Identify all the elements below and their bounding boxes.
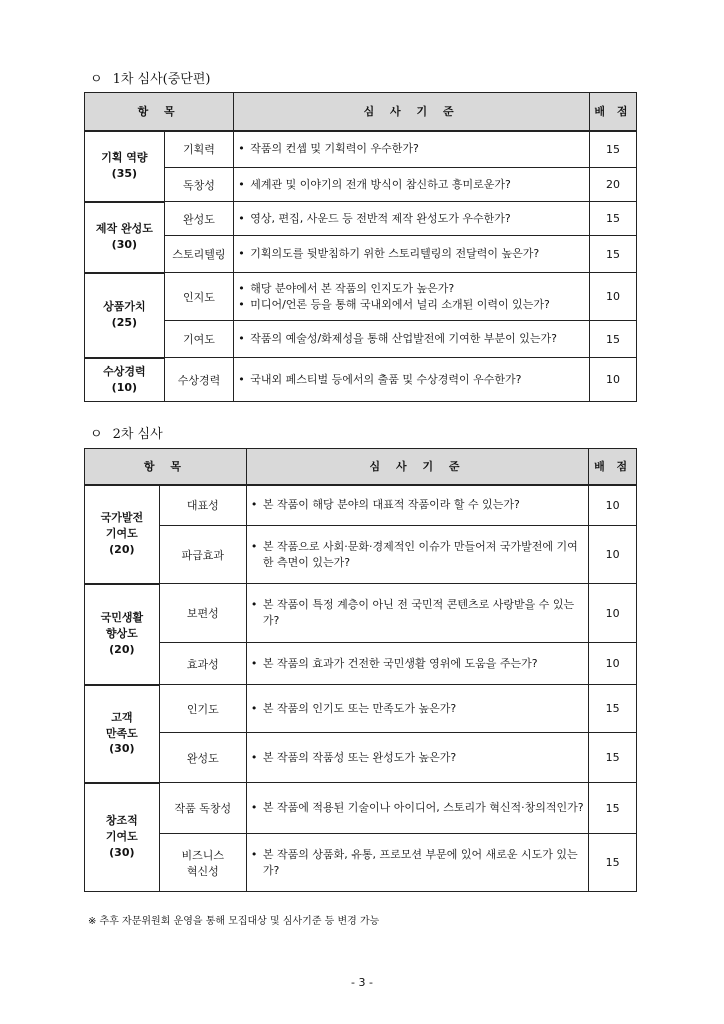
category-cell [85, 584, 160, 685]
criteria-row [85, 834, 637, 892]
category-name: 상품가치 [103, 300, 146, 314]
criteria-cell [246, 834, 588, 892]
criteria-text: 본 작품의 상품화, 유통, 프로모션 부문에 있어 새로운 시도가 있는가? [262, 847, 578, 877]
criteria-row [85, 321, 637, 358]
score-cell: 10 [589, 584, 637, 643]
sub-item-cell [159, 733, 246, 783]
sub-item-cell [164, 236, 234, 273]
criteria-item [251, 847, 584, 879]
section2-title-text: 2차 심사 [112, 427, 163, 442]
header-row [85, 449, 637, 485]
criteria-row [85, 358, 637, 402]
criteria-row [85, 131, 637, 168]
criteria-item [251, 656, 584, 672]
header-item: 항 목 [85, 449, 247, 485]
sub-item-label: 완성도 [186, 751, 219, 765]
section2-title [90, 423, 163, 442]
category-name: 기획 역량 [101, 151, 148, 165]
bullet-dot-icon: • [238, 297, 245, 311]
criteria-cell [246, 733, 588, 783]
sub-item-cell [164, 321, 234, 358]
category-cell [85, 685, 160, 783]
category-points: (25) [111, 316, 138, 329]
bullet-dot-icon: • [238, 247, 245, 261]
criteria-cell [234, 321, 590, 358]
score-cell: 10 [589, 526, 637, 584]
bullet-dot-icon: • [238, 372, 245, 386]
header-item: 항 목 [85, 93, 234, 131]
category-points: (35) [111, 167, 138, 180]
bullet-dot-icon: • [238, 177, 245, 191]
header-criteria: 심 사 기 준 [234, 93, 590, 131]
sub-item-cell [159, 783, 246, 834]
criteria-row [85, 168, 637, 202]
sub-item-cell [164, 273, 234, 321]
criteria-cell [234, 236, 590, 273]
bullet-dot-icon: • [250, 539, 258, 553]
criteria-item [251, 497, 584, 513]
criteria-item [238, 246, 585, 262]
score-cell: 10 [589, 643, 637, 685]
evaluation-table-1 [84, 92, 637, 402]
criteria-text: 미디어/언론 등을 통해 국내외에서 널리 소개된 이력이 있는가? [250, 297, 550, 311]
sub-item-label: 기획력 [183, 143, 215, 157]
criteria-item [238, 177, 585, 193]
criteria-item [251, 597, 584, 629]
score-cell: 10 [589, 358, 636, 402]
criteria-cell [234, 168, 590, 202]
evaluation-table-2 [84, 448, 637, 892]
header-criteria: 심 사 기 준 [246, 449, 588, 485]
criteria-cell [234, 358, 590, 402]
criteria-row [85, 202, 637, 236]
bullet-dot-icon: • [238, 142, 245, 156]
category-cell [85, 273, 165, 358]
bullet-dot-icon: • [250, 701, 258, 715]
score-cell: 10 [589, 273, 636, 321]
sub-item-label: 완성도 [183, 212, 215, 226]
criteria-row [85, 485, 637, 526]
bullet-dot-icon: • [250, 498, 258, 512]
sub-item-label: 스토리텔링 [172, 248, 226, 261]
category-name: 국가발전 [100, 511, 144, 525]
sub-item-cell [164, 358, 234, 402]
criteria-item [251, 750, 584, 766]
score-cell: 15 [589, 202, 636, 236]
bullet-dot-icon: • [250, 598, 258, 612]
criteria-text: 기획의도를 뒷받침하기 위한 스토리텔링의 전달력이 높은가? [250, 247, 540, 261]
sub-item-label: 대표성 [186, 499, 219, 513]
sub-item-label: 작품 독창성 [174, 802, 232, 815]
section1-title [90, 68, 210, 87]
criteria-cell [246, 783, 588, 834]
sub-item-label: 비즈니스 [181, 848, 225, 862]
bullet-dot-icon: • [250, 750, 258, 764]
criteria-item [251, 539, 584, 571]
category-name: 창조적 [105, 814, 138, 828]
criteria-cell [246, 485, 588, 526]
footnote: ※ 추후 자문위원회 운영을 통해 모집대상 및 심사기준 등 변경 가능 [88, 916, 380, 927]
criteria-cell [234, 202, 590, 236]
header-score: 배 점 [589, 449, 637, 485]
category-name: 만족도 [105, 726, 138, 740]
sub-item-cell [159, 584, 246, 643]
score-cell: 10 [589, 485, 637, 526]
category-cell [85, 131, 165, 202]
category-points: (30) [109, 742, 135, 756]
category-cell [85, 783, 160, 892]
score-cell: 15 [589, 321, 636, 358]
sub-item-label: 보편성 [186, 607, 219, 620]
category-name: 기여도 [105, 830, 138, 844]
score-cell: 15 [589, 783, 637, 834]
category-cell [85, 358, 165, 402]
category-cell [85, 485, 160, 584]
category-name: 국민생활 [100, 611, 144, 625]
criteria-item [238, 297, 585, 313]
sub-item-cell [159, 526, 246, 584]
criteria-text: 세계관 및 이야기의 전개 방식이 참신하고 흥미로운가? [250, 177, 511, 191]
criteria-cell [246, 584, 588, 643]
category-name: 기여도 [105, 527, 138, 541]
sub-item-cell [159, 834, 246, 892]
bullet-dot-icon: • [238, 332, 245, 346]
section1-bullet: ㅇ [90, 72, 103, 87]
category-points: (30) [109, 846, 135, 860]
sub-item-label: 인기도 [186, 702, 219, 716]
criteria-text: 본 작품으로 사회·문화·경제적인 이슈가 만들어져 국가발전에 기여한 측면이 있는가? [262, 539, 578, 569]
header-score: 배 점 [589, 93, 636, 131]
criteria-item [238, 331, 585, 347]
sub-item-cell [164, 168, 234, 202]
sub-item-label: 인지도 [183, 290, 215, 304]
category-points: (20) [109, 542, 135, 556]
sub-item-cell [159, 685, 246, 733]
category-name: 수상경력 [103, 364, 146, 378]
criteria-cell [246, 685, 588, 733]
bullet-dot-icon: • [238, 211, 245, 225]
criteria-text: 본 작품의 효과가 건전한 국민생활 영위에 도움을 주는가? [262, 656, 538, 670]
criteria-row [85, 236, 637, 273]
category-name: 고객 [111, 710, 133, 724]
criteria-cell [234, 273, 590, 321]
sub-item-cell [159, 643, 246, 685]
criteria-text: 본 작품의 인기도 또는 만족도가 높은가? [262, 701, 457, 715]
sub-item-label: 독창성 [183, 178, 215, 192]
category-name: 제작 완성도 [95, 222, 153, 236]
score-cell: 15 [589, 131, 636, 168]
criteria-item [238, 211, 585, 227]
criteria-row [85, 526, 637, 584]
sub-item-label: 효과성 [186, 657, 219, 671]
category-cell [85, 202, 165, 273]
category-points: (20) [109, 642, 135, 656]
bullet-dot-icon: • [250, 801, 258, 815]
criteria-row [85, 783, 637, 834]
bullet-dot-icon: • [250, 656, 258, 670]
criteria-cell [246, 643, 588, 685]
criteria-text: 본 작품에 적용된 기술이나 아이디어, 스토리가 혁신적·창의적인가? [262, 801, 584, 815]
criteria-cell [234, 131, 590, 168]
criteria-item [238, 372, 585, 388]
score-cell: 15 [589, 685, 637, 733]
criteria-text: 본 작품이 특정 계층이 아닌 전 국민적 콘텐츠로 사랑받을 수 있는가? [262, 598, 575, 627]
header-row [85, 93, 637, 131]
criteria-row [85, 643, 637, 685]
criteria-row [85, 685, 637, 733]
sub-item-label: 혁신성 [186, 864, 219, 878]
section2-bullet: ㅇ [90, 427, 103, 442]
criteria-row [85, 273, 637, 321]
category-points: (10) [111, 380, 138, 394]
bullet-dot-icon: • [238, 281, 245, 295]
sub-item-label: 파급효과 [181, 548, 225, 562]
criteria-item [251, 701, 584, 717]
criteria-item [238, 141, 585, 157]
criteria-text: 작품의 예술성/화제성을 통해 산업발전에 기여한 부분이 있는가? [250, 332, 558, 346]
page-number: - 3 - [351, 976, 373, 989]
sub-item-cell [159, 485, 246, 526]
score-cell: 15 [589, 236, 636, 273]
score-cell: 20 [589, 168, 636, 202]
criteria-item [238, 281, 585, 297]
criteria-text: 본 작품의 작품성 또는 완성도가 높은가? [262, 750, 457, 764]
sub-item-label: 기여도 [183, 333, 215, 346]
criteria-row [85, 584, 637, 643]
criteria-text: 해당 분야에서 본 작품의 인지도가 높은가? [250, 281, 455, 295]
sub-item-label: 수상경력 [177, 373, 221, 387]
criteria-item [251, 800, 584, 816]
category-points: (30) [111, 238, 138, 251]
section1-title-text: 1차 심사(중단편) [112, 72, 211, 87]
criteria-row [85, 733, 637, 783]
bullet-dot-icon: • [250, 847, 258, 861]
score-cell: 15 [589, 834, 637, 892]
sub-item-cell [164, 131, 234, 168]
sub-item-cell [164, 202, 234, 236]
criteria-text: 본 작품이 해당 분야의 대표적 작품이라 할 수 있는가? [262, 498, 520, 512]
criteria-text: 영상, 편집, 사운드 등 전반적 제작 완성도가 우수한가? [250, 211, 511, 225]
criteria-text: 국내외 페스티벌 등에서의 출품 및 수상경력이 우수한가? [250, 372, 522, 386]
criteria-text: 작품의 컨셉 및 기획력이 우수한가? [250, 142, 419, 156]
criteria-cell [246, 526, 588, 584]
category-name: 향상도 [105, 627, 138, 641]
score-cell: 15 [589, 733, 637, 783]
